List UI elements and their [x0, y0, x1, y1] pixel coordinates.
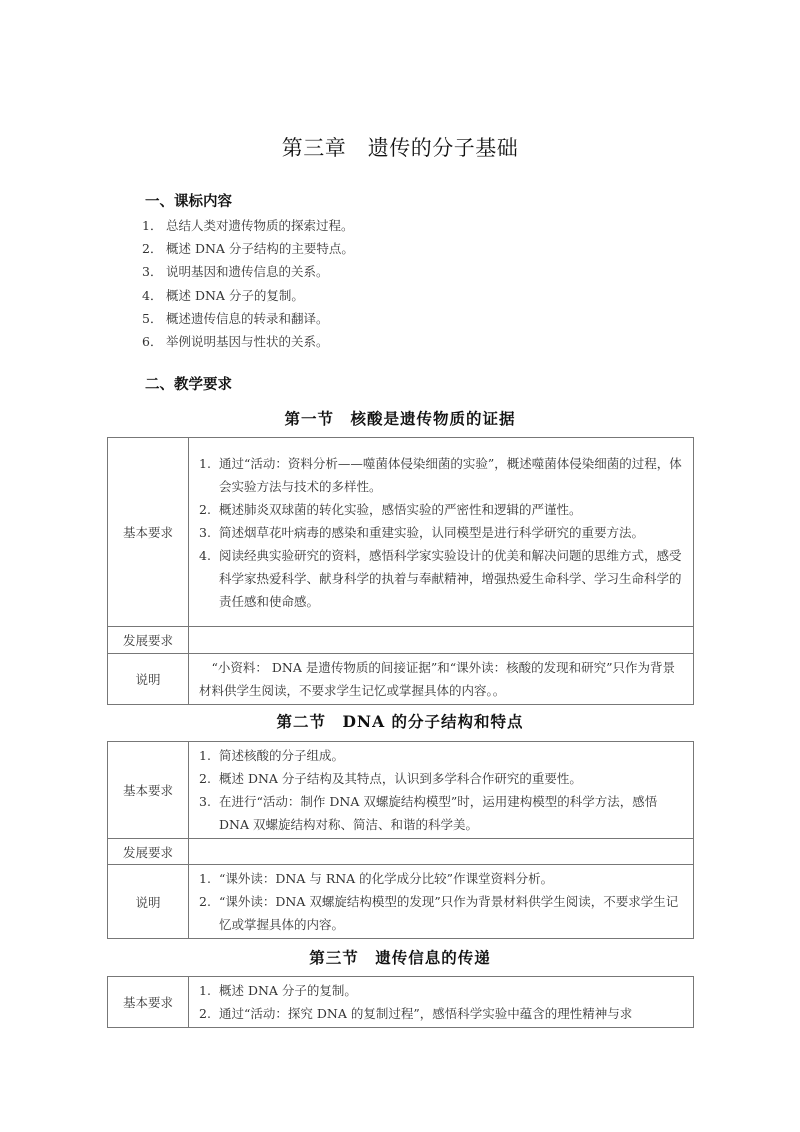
list-item: 5． 概述遗传信息的转录和翻译。: [142, 310, 329, 326]
table-row: [108, 654, 694, 705]
table-row: [108, 977, 694, 1028]
dev-label: 发展要求: [108, 839, 189, 865]
basic-label: 基本要求: [108, 977, 189, 1028]
requirement-item: 2. 概述肺炎双球菌的转化实验，感悟实验的严密性和逻辑的严谨性。: [199, 501, 582, 517]
requirement-item: 1. 概述 DNA 分子的复制。: [199, 983, 357, 998]
requirement-item: 2. 通过“活动：探究 DNA 的复制过程”，感悟科学实验中蕴含的理性精神与求: [199, 1006, 633, 1021]
table-row: [108, 839, 694, 865]
requirement-item: 1. 通过“活动：资料分析——噬菌体侵染细菌的实验”，概述噬菌体侵染细菌的过程，体会实验方法与技术的多样性。: [199, 455, 682, 494]
section-heading-curriculum: 一、课标内容: [145, 194, 232, 210]
list-item: 2． 概述 DNA 分子结构的主要特点。: [142, 241, 354, 257]
note-content: [189, 865, 694, 939]
basic-content: [189, 742, 694, 839]
table-row: [108, 627, 694, 654]
requirements-table-2: [107, 741, 694, 939]
requirement-item: 4. 阅读经典实验研究的资料，感悟科学家实验设计的优美和解决问题的思维方式，感受科学家热爱科学、献身科学的执着与奉献精神，增强热爱生命科学、学习生命科学的责任感和使命感。: [199, 547, 682, 609]
note-label: 说明: [108, 865, 189, 939]
requirements-table-3: [107, 976, 694, 1028]
basic-label: 基本要求: [108, 438, 189, 627]
basic-content: [189, 977, 694, 1028]
list-item: 4． 概述 DNA 分子的复制。: [142, 287, 304, 303]
requirement-item: 3. 在进行“活动：制作 DNA 双螺旋结构模型”时，运用建构模型的科学方法，感悟 DNA 双螺旋结构对称、简洁、和谐的科学美。: [199, 794, 658, 832]
list-item: 6． 举例说明基因与性状的关系。: [142, 333, 329, 349]
section-heading-teaching: 二、教学要求: [145, 377, 232, 393]
note-item: 1. “课外读：DNA 与 RNA 的化学成分比较”作课堂资料分析。: [199, 871, 554, 886]
table-row: [108, 438, 694, 627]
chapter-title: 第三章 遗传的分子基础: [281, 136, 519, 160]
dev-content: [189, 627, 694, 654]
part-title-2: 第二节 DNA 的分子结构和特点: [276, 712, 524, 731]
note-item: 2. “课外读：DNA 双螺旋结构模型的发现”只作为背景材料供学生阅读，不要求学生记忆或掌握具体的内容。: [199, 894, 679, 932]
list-item: 1． 总结人类对遗传物质的探索过程。: [142, 218, 354, 233]
requirement-item: 2. 概述 DNA 分子结构及其特点，认识到多学科合作研究的重要性。: [199, 771, 582, 786]
basic-content: [189, 438, 694, 627]
table-row: [108, 742, 694, 839]
list-item: 3． 说明基因和遗传信息的关系。: [142, 264, 329, 280]
dev-content: [189, 839, 694, 865]
basic-label: 基本要求: [108, 742, 189, 839]
note-label: 说明: [108, 654, 189, 705]
part-title-1: 第一节 核酸是遗传物质的证据: [284, 409, 516, 428]
curriculum-list: [142, 214, 354, 353]
requirement-item: 3. 简述烟草花叶病毒的感染和重建实验，认同模型是进行科学研究的重要方法。: [199, 524, 645, 540]
requirements-table-1: [107, 437, 694, 705]
note-content: “小资料： DNA 是遗传物质的间接证据”和“课外读：核酸的发现和研究”只作为背景材料供学生阅读，不要求学生记忆或掌握具体的内容。。: [189, 654, 694, 705]
dev-label: 发展要求: [108, 627, 189, 654]
part-title-3: 第三节 遗传信息的传递: [309, 948, 491, 967]
requirement-item: 1. 简述核酸的分子组成。: [199, 748, 345, 763]
table-row: [108, 865, 694, 939]
